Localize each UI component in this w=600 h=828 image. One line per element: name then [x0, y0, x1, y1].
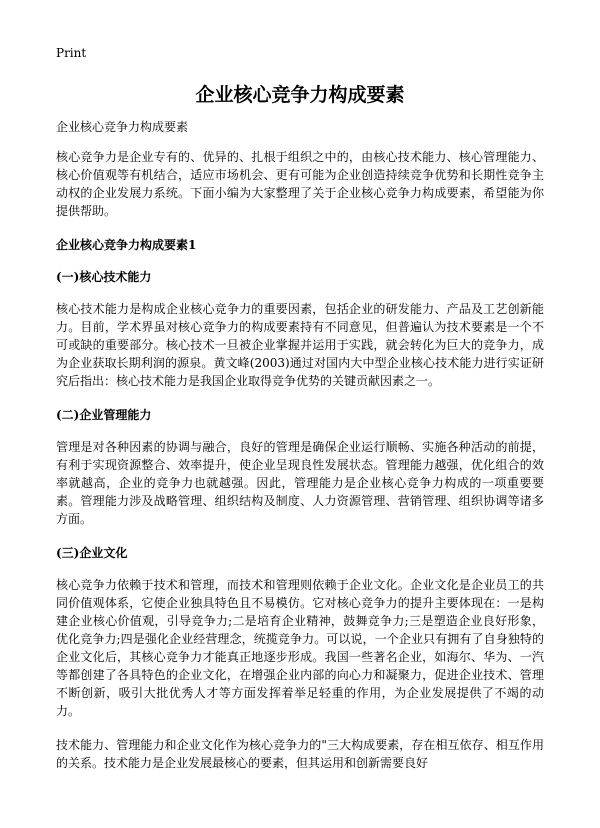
page-title: 企业核心竞争力构成要素 — [195, 84, 405, 106]
intro-paragraph: 核心竞争力是企业专有的、优异的、扎根于组织之中的，由核心技术能力、核心管理能力、核心价值观等有机结合，适应市场机会、更有可能为企业创造持续竞争优势和长期性竞争主动权的企业发展力系统。下面小编为大家整理了关于企业核心竞争力构成要素，希望能为你提供帮助。 — [56, 150, 544, 218]
closing-paragraph: 技术能力、管理能力和企业文化作为核心竞争力的"三大构成要素，存在相互依存、相互作用的关系。技术能力是企业发展最核心的要素，但其运用和创新需要良好 — [56, 738, 544, 770]
paragraph-culture: 核心竞争力依赖于技术和管理，而技术和管理则依赖于企业文化。企业文化是企业员工的共同价值观体系，它使企业独具特色且不易模仿。它对核心竞争力的提升主要体现在：一是构建企业核心价值观，引导竞争力;二是培育企业精神，鼓舞竞争力;三是塑造企业良好形象，优化竞争力;四是强化企业经营理念，统揽竞争力。可以说，一个企业只有拥有了自身独特的企业文化后，其核心竞争力才能真正地逐步形成。我国一些著名企业，如海尔、华为、一汽等都创建了各具特色的企业文化，在增强企业内部的向心力和凝聚力，促进企业技术、管理不断创新，吸引大批优秀人才等方面发挥着举足轻重的作用，为企业发展提供了不竭的动力。 — [56, 578, 544, 718]
subsection-heading-technology: (一)核心技术能力 — [56, 270, 152, 284]
paragraph-management: 管理是对各种因素的协调与融合，良好的管理是确保企业运行顺畅、实施各种活动的前提，有利于实现资源整合、效率提升，使企业呈现良性发展状态。管理能力越强，优化组合的效率就越高，企业的竞争力也就越强。因此，管理能力是企业核心竞争力构成的一项重要要素。管理能力涉及战略管理、组织结构及制度、人力资源管理、营销管理、组织协调等诸多方面。 — [56, 440, 544, 526]
print-link[interactable]: Print — [56, 46, 87, 60]
subsection-heading-culture: (三)企业文化 — [56, 546, 128, 560]
subsection-heading-management: (二)企业管理能力 — [56, 408, 152, 422]
section-heading: 企业核心竞争力构成要素1 — [56, 238, 197, 252]
article-subtitle: 企业核心竞争力构成要素 — [56, 120, 189, 134]
paragraph-technology: 核心技术能力是构成企业核心竞争力的重要因素，包括企业的研发能力、产品及工艺创新能力。目前，学术界虽对核心竞争力的构成要素持有不同意见，但普遍认为技术要素是一个不可或缺的重要部分。核心技术一旦被企业掌握并运用于实践，就会转化为巨大的竞争力，成为企业获取长期利润的源泉。黄文峰(2003)通过对国内大中型企业核心技术能力进行实证研究后指出：核心技术能力是我国企业取得竞争优势的关键贡献因素之一。 — [56, 302, 544, 388]
article-body — [56, 118, 544, 788]
